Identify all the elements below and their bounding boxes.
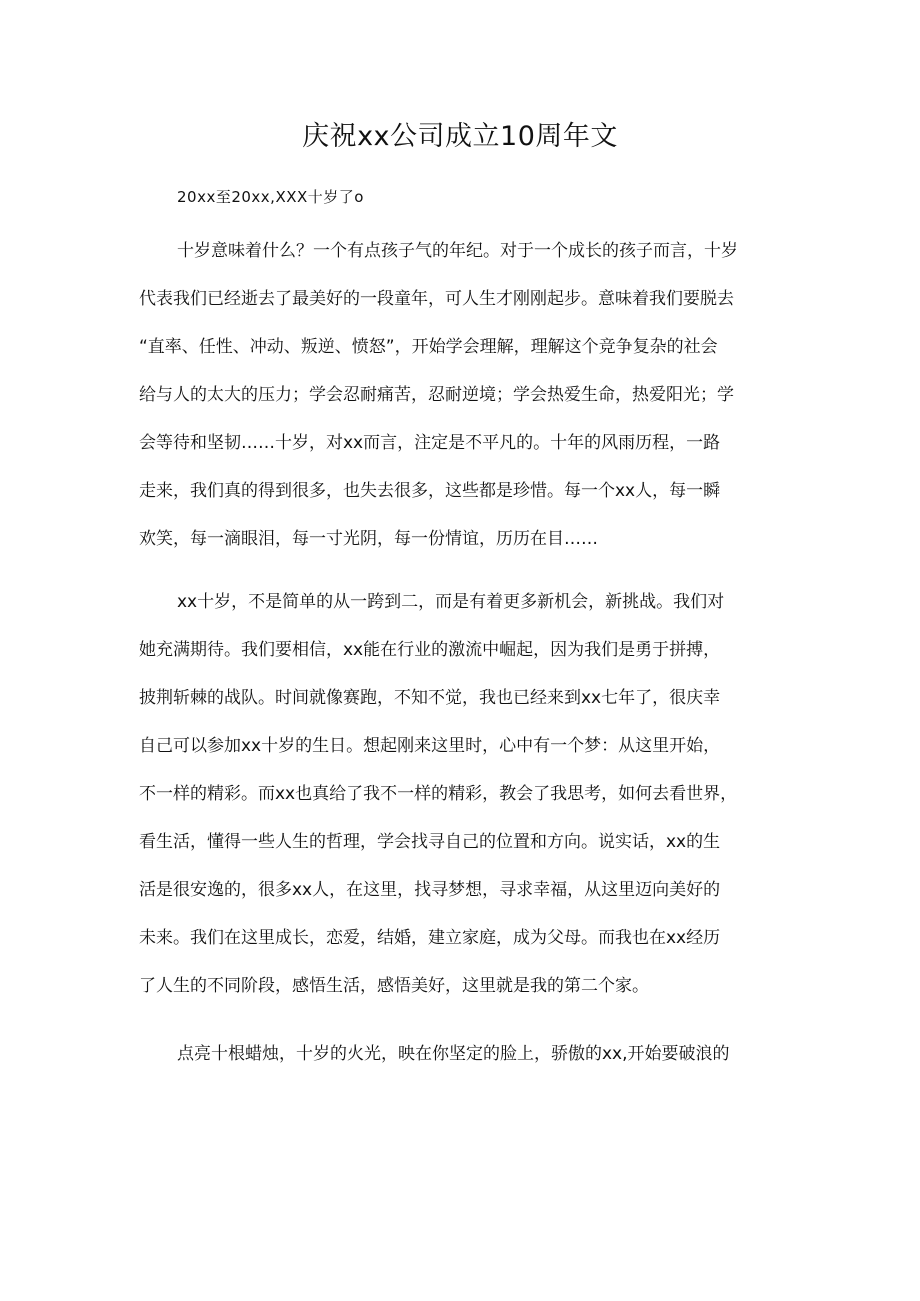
paragraph-line: 自己可以参加xx十岁的生日。想起刚来这里时，心中有一个梦：从这里开始， <box>139 736 721 756</box>
paragraph-line: 代表我们已经逝去了最美好的一段童年，可人生才刚刚起步。意味着我们要脱去 <box>139 289 734 309</box>
paragraph-line: 欢笑，每一滴眼泪，每一寸光阴，每一份情谊，历历在目…… <box>139 529 598 549</box>
paragraph-line: 未来。我们在这里成长，恋爱，结婚，建立家庭，成为父母。而我也在xx经历 <box>139 928 721 948</box>
document-subtitle: 20xx至20xx,XXX十岁了o <box>177 188 364 206</box>
paragraph-line: 点亮十根蜡烛，十岁的火光，映在你坚定的脸上，骄傲的xx,开始要破浪的 <box>177 1044 730 1064</box>
paragraph-line: 看生活，懂得一些人生的哲理，学会找寻自己的位置和方向。说实话，xx的生 <box>139 832 721 852</box>
paragraph-line: 了人生的不同阶段，感悟生活，感悟美好，这里就是我的第二个家。 <box>139 976 649 996</box>
paragraph-2 <box>139 578 792 1010</box>
paragraph-3 <box>139 1030 792 1078</box>
paragraph-line: “直率、任性、冲动、叛逆、愤怒”，开始学会理解，理解这个竞争复杂的社会 <box>139 337 718 357</box>
paragraph-line: 十岁意味着什么？一个有点孩子气的年纪。对于一个成长的孩子而言，十岁 <box>177 241 738 261</box>
paragraph-line: 给与人的太大的压力；学会忍耐痛苦，忍耐逆境；学会热爱生命，热爱阳光；学 <box>139 385 734 405</box>
paragraph-line: 会等待和坚韧……十岁，对xx而言，注定是不平凡的。十年的风雨历程，一路 <box>139 433 721 453</box>
paragraph-line: 活是很安逸的，很多xx人，在这里，找寻梦想，寻求幸福，从这里迈向美好的 <box>139 880 721 900</box>
document-title: 庆祝xx公司成立10周年文 <box>302 121 618 152</box>
paragraph-1 <box>139 227 792 563</box>
paragraph-line: xx十岁，不是简单的从一跨到二，而是有着更多新机会，新挑战。我们对 <box>177 592 725 612</box>
paragraph-line: 披荆斩棘的战队。时间就像赛跑，不知不觉，我也已经来到xx七年了，很庆幸 <box>139 688 721 708</box>
paragraph-line: 走来，我们真的得到很多，也失去很多，这些都是珍惜。每一个xx人，每一瞬 <box>139 481 721 501</box>
paragraph-line: 她充满期待。我们要相信，xx能在行业的激流中崛起，因为我们是勇于拼搏， <box>139 640 721 660</box>
paragraph-line: 不一样的精彩。而xx也真给了我不一样的精彩，教会了我思考，如何去看世界， <box>139 784 738 804</box>
